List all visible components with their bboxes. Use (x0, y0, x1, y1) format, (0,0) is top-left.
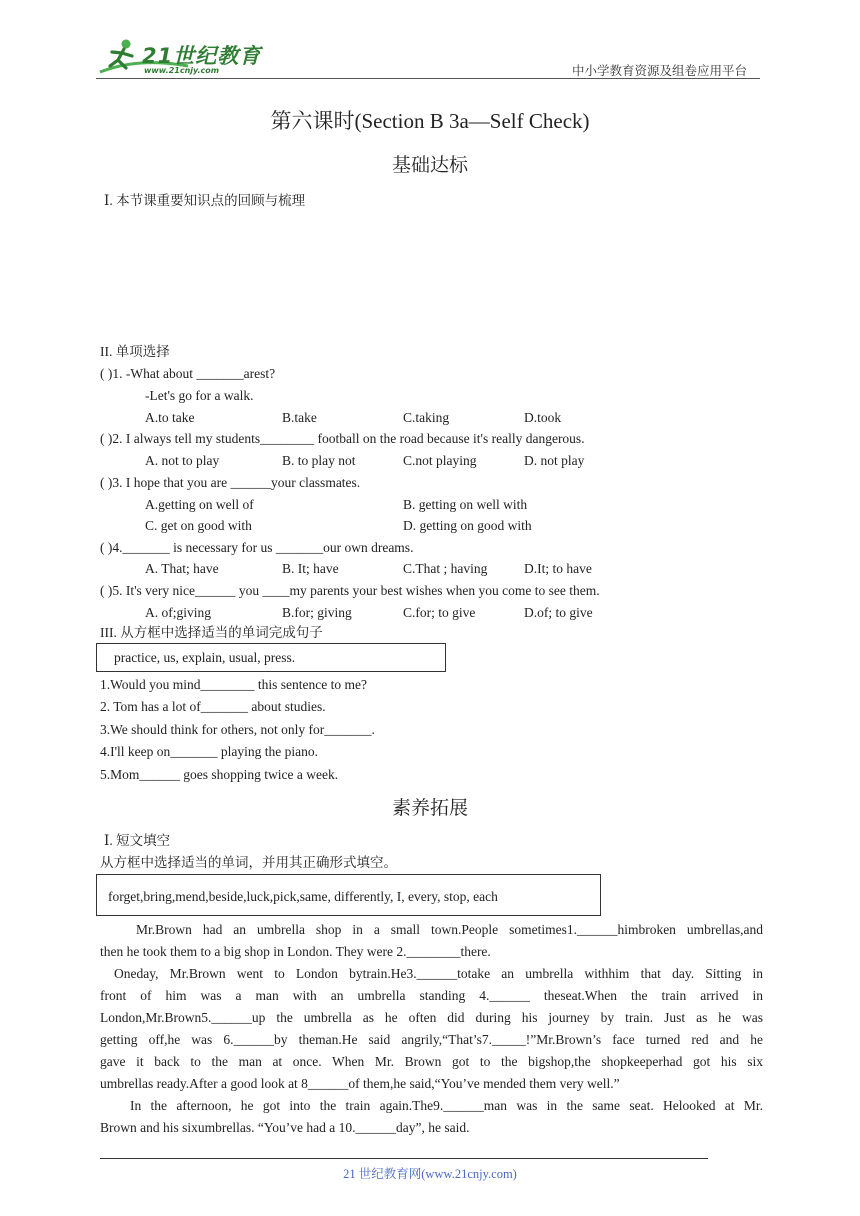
section-extend-heading: 素养拓展 (391, 798, 468, 819)
question-1-stem: ( )1. -What about _______arest? (100, 366, 276, 381)
platform-name: 中小学教育资源及组卷应用平台 (572, 64, 748, 78)
logo-text: 21世纪教育 (142, 44, 262, 68)
question-3-stem: ( )3. I hope that you are ______your classmates. (100, 475, 361, 490)
question-4-option-c: C.That ; having (403, 561, 488, 576)
question-1-option-a: A.to take (145, 410, 195, 425)
question-1-option-c: C.taking (403, 410, 450, 425)
question-1-option-b: B.take (282, 410, 317, 425)
page-title: 第六课时(Section B 3a—Self Check) (270, 109, 590, 133)
passage-line-5: London,Mr.Brown5.______up the umbrella as he often did during his journey by train. Just as he was (100, 1010, 763, 1025)
question-4-option-d: D.It; to have (524, 561, 592, 576)
question-5-option-b: B.for; giving (282, 605, 352, 620)
passage (100, 919, 763, 1139)
footer-divider (100, 1158, 708, 1159)
passage-line-8: umbrellas ready.After a good look at 8______of them,he said,“You’ve mended them very well.” (100, 1076, 620, 1091)
question-2-option-d: D. not play (524, 453, 585, 468)
passage-line-2: then he took them to a big shop in London. They were 2.________there. (100, 944, 491, 959)
question-1-sub: -Let's go for a walk. (145, 388, 254, 403)
extend-part1-title: Ⅰ. 短文填空 (104, 833, 171, 848)
footer-text: 21 世纪教育网(www.21cnjy.com) (343, 1167, 517, 1181)
question-4-option-b: B. It; have (282, 561, 339, 576)
question-2-option-b: B. to play not (282, 453, 356, 468)
passage-line-3: Oneday, Mr.Brown went to London bytrain.He3.______totake an umbrella withhim that day. Sitting in (114, 966, 763, 981)
basic-part2-title: II. 单项选择 (100, 344, 170, 359)
logo-url: www.21cnjy.com (144, 66, 220, 75)
question-3-option-c: C. get on good with (145, 518, 252, 533)
basic-part3-title: III. 从方框中选择适当的单词完成句子 (100, 625, 323, 640)
question-2-option-a: A. not to play (145, 453, 220, 468)
question-2-option-c: C.not playing (403, 453, 477, 468)
sentence-1: 1.Would you mind________ this sentence to me? (100, 677, 368, 692)
question-5-option-c: C.for; to give (403, 605, 476, 620)
basic-part1-title: Ⅰ. 本节课重要知识点的回顾与梳理 (104, 193, 306, 208)
word-box-1 (96, 643, 446, 672)
passage-line-6: getting off,he was 6.______by theman.He said angrily,“That’s7._____!”Mr.Brown’s face turned red and he (100, 1032, 763, 1047)
word-box-2-text: forget,bring,mend,beside,luck,pick,same, differently, I, every, stop, each (108, 889, 498, 904)
passage-line-1: Mr.Brown had an umbrella shop in a small town.People sometimes1.______himbroken umbrellas,and (136, 922, 763, 937)
question-4-stem: ( )4._______ is necessary for us _______our own dreams. (100, 540, 414, 555)
question-2-stem: ( )2. I always tell my students________ football on the road because it's really dangerous. (100, 431, 585, 446)
passage-line-4: front of him was a man with an umbrella standing 4.______ theseat.When the train arrived in (100, 988, 763, 1003)
header-divider (96, 78, 760, 79)
logo (96, 36, 266, 80)
question-1-option-d: D.took (524, 410, 562, 425)
question-3-option-a: A.getting on well of (145, 497, 254, 512)
word-box-1-text: practice, us, explain, usual, press. (114, 650, 296, 665)
sentence-3: 3.We should think for others, not only for_______. (100, 722, 375, 737)
extend-instruction: 从方框中选择适当的单词，并用其正确形式填空。 (100, 855, 397, 870)
question-3-option-d: D. getting on good with (403, 518, 532, 533)
passage-line-7: gave it back to the man at once. When Mr. Brown got to the bigshop,the shopkeeperhad got his six (100, 1054, 763, 1069)
sentence-4: 4.I'll keep on_______ playing the piano. (100, 744, 319, 759)
section-basic-heading: 基础达标 (391, 155, 468, 176)
question-3-option-b: B. getting on well with (403, 497, 528, 512)
question-5-option-d: D.of; to give (524, 605, 593, 620)
question-5-stem: ( )5. It's very nice______ you ____my parents your best wishes when you come to see them. (100, 583, 600, 598)
sentence-5: 5.Mom______ goes shopping twice a week. (100, 767, 339, 782)
sentence-2: 2. Tom has a lot of_______ about studies. (100, 699, 326, 714)
word-box-2 (96, 874, 601, 916)
question-4-option-a: A. That; have (145, 561, 219, 576)
passage-line-10: Brown and his sixumbrellas. “You’ve had a 10.______day”, he said. (100, 1120, 470, 1135)
passage-line-9: In the afternoon, he got into the train again.The9.______man was in the same seat. Helooked at Mr. (130, 1098, 763, 1113)
question-5-option-a: A. of;giving (145, 605, 211, 620)
